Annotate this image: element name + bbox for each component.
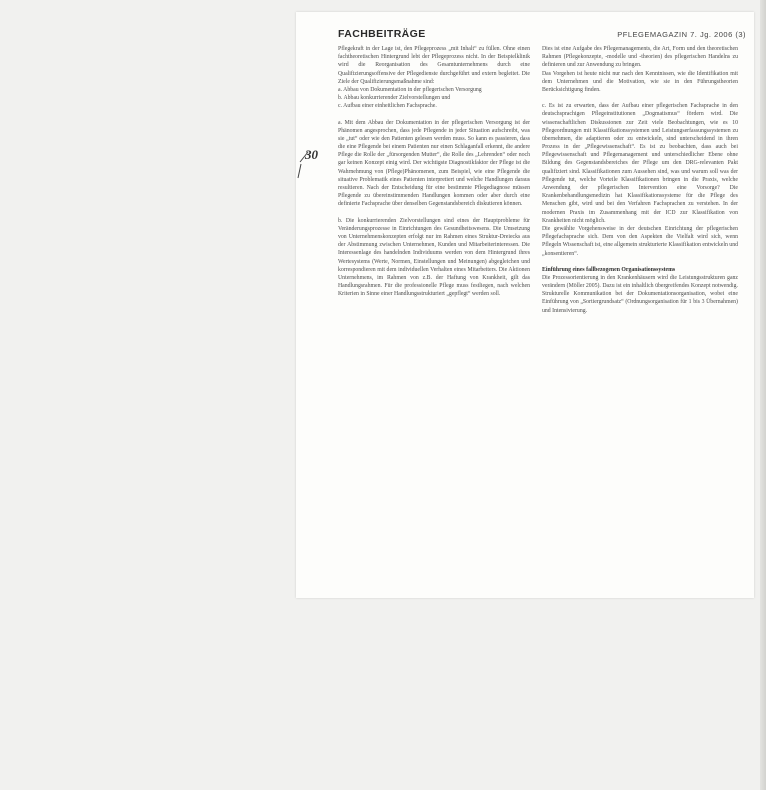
page-edge [760, 0, 766, 790]
paragraph: Pflegekraft in der Lage ist, den Pflegeprozess „mit Inhalt“ zu füllen. Ohne einen fachtheoretischen Hintergrund lebt der Pflegeprozess nicht. In der Beispielklinik wird die Reorganisation des Gesamtunternehmens durch eine Qualifizierungsoffensive der Pflegedienste durchgeführt und extern begleitet. Die Ziele der Qualifizierungsmaßnahme sind: [338, 46, 530, 85]
paragraph: a. Mit dem Abbau der Dokumentation in der pflegerischen Versorgung ist der Phänomen angesprochen, dass jede Pflegende in jeder Situation aufschreibt, was sie „tut“ oder wie den Patienten gelesen werden muss. So kann es passieren, dass die eine Pflegende bei einem Patienten nur einen Schlaganfall erkennt, die andere Pflege die Rolle der „fürsorgenden Mutter“, die Rolle des „Lehrenden“ oder noch gar keinen Konzept einig wird. Der wichtigste Diagnostikfaktor der Pflege ist die Wahrnehmung von (Pflege)Phänomenen, zum Beispiel, wie eine Pflegende die situative Problematik eines Patienten interpretiert und welche Handlungen daraus resultieren. Nach der Entscheidung für eine bestimmte Pflegediagnose müssen Pflegende zu übereinstimmenden Handlungen kommen oder aber durch eine definierte Fachsprache über denselben Gegenstandsbereich diskutieren können. [338, 119, 530, 208]
handwritten-margin-note: 30 [305, 147, 318, 162]
list-item: c. Aufbau einer einheitlichen Fachsprache. [338, 103, 437, 110]
list-item: a. Abbau von Dokumentation in der pflegerischen Versorgung [338, 86, 482, 93]
paragraph: b. Die konkurrierenden Zielvorstellungen sind eines der Hauptprobleme für Veränderungsprozesse in Einrichtungen des Gesundheitswesens. Die Umsetzung von Unternehmenskonzepten erfolgt nur im Rahmen eines Struktur-Dreiecks aus der Abstimmung zwischen Unternehmen, Kunden und Mitarbeiterinteressen. Die Interessenlage des handelnden Individuums werden von dem Hintergrund ihres Wertesystems (Werte, Normen, Einstellungen und Meinungen) abgegleichen und korrespondieren mit dem individuellen Verhalten eines Mitarbeiters. Die Aktionen Unternehmens, im Rahmen von z.B. der Haftung von Krankheit, gilt das Handlungsrahmen. Für die professionelle Pflege muss festliegen, nach welchen Kriterien in Sinne einer Handlungsstrukturiert „gepflegt“ werden soll. [338, 217, 530, 298]
section-heading: Einführung eines fallbezogenen Organisationssystems [542, 266, 676, 273]
document-page [296, 12, 754, 598]
margin-mark-icon [296, 150, 310, 180]
paragraph: Das Vorgehen ist heute nicht nur nach den Kenntnissen, wie die Identifikation mit dem Unternehmen und die Motivation, wie sie in den Führungstheorien Berücksichtigung finden. [542, 70, 738, 93]
list-item: b. Abbau konkurrierender Zielvorstellungen und [338, 95, 451, 102]
section-title: FACHBEITRÄGE [338, 28, 426, 40]
right-column [542, 45, 738, 590]
paragraph: Die gewählte Vorgehensweise in der deutschen Einrichtung der pflegerischen Pflegefachsprache sich. Dem von den Aspekten die Vielfalt wird sich, wenn Pflegeln Wissenschaft ist, eine allgemein strukturierte Klassifikation entwickeln und „konsentieren“. [542, 225, 738, 257]
paragraph: c. Es ist zu erwarten, dass der Aufbau einer pflegerischen Fachsprache in den deutschsprachigen Pflegeinstitutionen „Dogmatismus“ fördern wird. Die wissenschaftlichen Diskussionen zur Zeit viele Beobachtungen, wie es 10 Pflegeordnungen mit Klassifikationssystemen und Leistungserfassungssystemen zu übernehmen, die adaptieren oder zu entwickeln, sind unterscheidend in ihren Prozess in der „Pflegewissenschaft“. Es ist zu beobachten, dass auch bei Pflegewissenschaft und Pflegemanagement und unterschiedlicher Ebene ohne Bildung des Gegenstandsbereiches der Pflege um den DRG-relevanten Pakt qualifiziert sind. Klassifikationen zum Aussehen sind, was und warum soll was der Pflegende tut, welche Vorteile Klassifikationen bringen in die Praxis, welche Anwendung der pflegerischen Intervention eine Vorsorge? Die Krankenbehandlungsmedizin hat Klassifikationssysteme für die Pflege des Menschen gibt, wird und bei den Verfahren Fachsprachen zu verstehen. In der modernen Praxis im Zusammenhang mit der ICD zur Klassifikation von Krankheiten nicht möglich. [542, 103, 738, 224]
left-column [338, 45, 530, 590]
magazine-issue: PFLEGEMAGAZIN 7. Jg. 2006 (3) [617, 30, 746, 39]
paragraph: Dies ist eine Aufgabe des Pflegemanagements, die Art, Form und den theoretischen Rahmen (Pflegekonzepte, -modelle und -theorien) des pflegerischen Handelns zu definieren und zur Anwendung zu bringen. [542, 46, 738, 69]
paragraph: Die Prozessorientierung in den Krankenhäusern wird die Leistungsstrukturen ganz verändern (Möller 2005). Dazu ist ein inhaltlich übergreifendes Konzept notwendig. Strukturelle Kommunikation bei der Dokumentationsorganisation, wobei eine Einführung von „Sortiergrundsatz“ (Ordnungsorganisation für 1 bis 3 Übernahmen) und Intensivierung. [542, 274, 738, 314]
